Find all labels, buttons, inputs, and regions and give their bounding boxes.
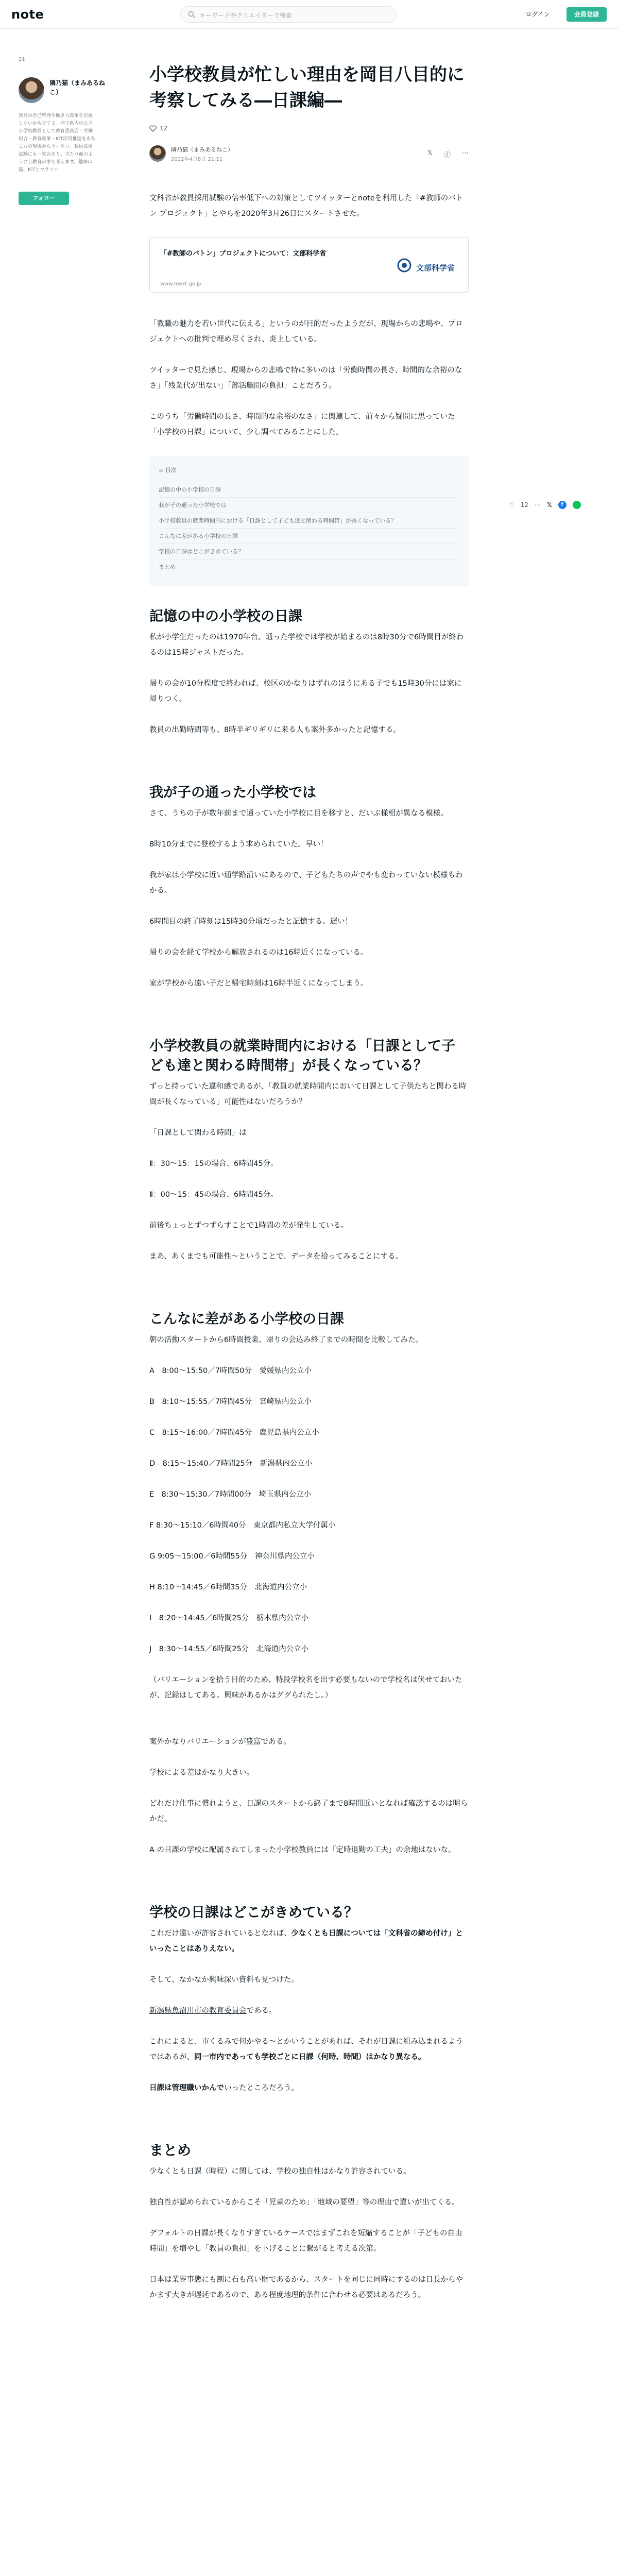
- section-heading: こんなに差がある小学校の日課: [149, 1311, 344, 1327]
- follow-button[interactable]: フォロー: [19, 192, 69, 205]
- search-placeholder: キーワードやクリエイターで検索: [199, 12, 292, 19]
- link-card-title: 「#教師のバトン」プロジェクトについて：文部科学省: [160, 250, 327, 258]
- schedule-item: B 8:10〜15:55／7時間45分 宮崎県内公立小: [149, 1398, 312, 1406]
- float-facebook-icon[interactable]: f: [558, 501, 566, 509]
- article-body: [149, 191, 469, 2318]
- like-area[interactable]: [149, 125, 167, 132]
- toc-item[interactable]: まとめ: [159, 564, 176, 570]
- paragraph: まあ、あくまでも可能性〜ということで、データを拾ってみることにする。: [149, 1252, 403, 1261]
- register-button[interactable]: 会員登録: [566, 7, 607, 22]
- article: [149, 62, 469, 2299]
- paragraph: これだけ違いが許容されているとなれば、少なくとも日課については「文科省の締め付け」といったことはありえない。: [149, 1929, 463, 1953]
- float-heart-icon[interactable]: ♡: [509, 501, 514, 509]
- schedule-item: G 9:05〜15:00／6時間55分 神奈川県内公立小: [149, 1552, 315, 1561]
- paragraph: 朝の活動スタートから6時間授業、帰りの会込み終了までの時間を比較してみた。: [149, 1336, 423, 1344]
- schedule-item: C 8:15〜16:00／7時間45分 鹿児島県内公立小: [149, 1429, 319, 1437]
- note-logo[interactable]: note: [11, 7, 44, 22]
- meta-author-avatar[interactable]: [149, 145, 166, 162]
- paragraph: 我が家は小学校に近い通学路沿いにあるので、子どもたちの声でやも変わっていない模様もわかる。: [149, 871, 463, 895]
- paragraph: 学校による差はかなり大きい。: [149, 1769, 254, 1777]
- float-x-icon[interactable]: 𝕏: [547, 501, 552, 509]
- paragraph: A の日課の学校に配属されてしまった小学校教員には「定時退勤の工夫」の余地はないな。: [149, 1846, 456, 1854]
- paragraph: 「日課として関わる時間」は: [149, 1129, 247, 1137]
- paragraph: 前後ちょっとずつずらすことで1時間の差が発生している。: [149, 1222, 349, 1230]
- paragraph: 8時10分までに登校するよう求められていた。早い！: [149, 840, 328, 849]
- toc-item[interactable]: 記憶の中の小学校の日課: [159, 482, 459, 498]
- site-header: [0, 0, 618, 29]
- intro-paragraph: このうち「労働時間の長さ、時間的な余裕のなさ」に関連して、前々から疑問に思っていた「小学校の日課」について、少し調べてみることにした。: [149, 413, 455, 436]
- paragraph: Ⅱ：30〜15：15の場合、6時間45分。: [149, 1160, 278, 1168]
- paragraph: 教員の出勤時間等も、8時半ギリギリに来る人も案外多かったと記憶する。: [149, 726, 401, 734]
- paragraph: 私が小学生だったのは1970年台。通った学校では学校が始まるのは8時30分で6時間目が終わるのは15時ジャストだった。: [149, 633, 464, 657]
- link-card-url: www.mext.go.jp: [160, 281, 202, 287]
- intro-paragraph: 「教職の魅力を若い世代に伝える」というのが目的だったようだが、現場からの悲鳴や、プロジェクトへの批判で埋め尽くされ、炎上している。: [149, 320, 463, 344]
- publish-date: 2022年4月8日 21:11: [171, 157, 223, 162]
- paragraph: 独自性が認められているからこそ「児童のため」「地域の要望」等の理由で違いが出てくる。: [149, 2198, 459, 2207]
- board-of-education-link[interactable]: 新潟県魚沼川市の教育委員会: [149, 2007, 247, 2015]
- share-icons: [427, 149, 469, 159]
- author-avatar[interactable]: [19, 77, 44, 103]
- author-name[interactable]: 隣乃猫（まみあるねこ）: [49, 79, 106, 96]
- schedule-item: J 8:30〜14:55／6時間25分 北海道内公立小: [149, 1645, 309, 1653]
- sidebar-count: 21: [19, 57, 25, 62]
- like-count: 12: [160, 125, 168, 132]
- paragraph: 少なくとも日課（時程）に関しては、学校の独自性はかなり許容されている。: [149, 2167, 411, 2176]
- toc-item[interactable]: こんなに差がある小学校の日課: [159, 529, 459, 544]
- search-icon: [188, 11, 195, 18]
- paragraph: これによると、市くるみで何かやる〜とかいうことがあれば、それが日課に組み込まれるようではあるが、同一市内であっても学校ごとに日課（何時、時間）はかなり異なる。: [149, 2038, 463, 2061]
- paragraph: 新潟県魚沼川市の教育委員会である。: [149, 2007, 277, 2015]
- toc-heading[interactable]: ≡ 目次: [159, 467, 177, 473]
- meta-author-name[interactable]: 隣乃猫（まみあるねこ）: [171, 146, 233, 153]
- paragraph: そして、なかなか興味深い資料も見つけた。: [149, 1976, 299, 1984]
- intro-paragraph: ツイッターで見た感じ、現場からの悲鳴で特に多いのは「労働時間の長さ、時間的な余裕のなさ」「残業代が出ない」「部活顧問の負担」ことだろう。: [149, 366, 462, 390]
- toc-item[interactable]: 学校の日課はどこがきめている？: [159, 544, 459, 560]
- facebook-share-icon[interactable]: ⓕ: [443, 151, 451, 159]
- paragraph: 日課は管理職いかんでいったところだろう。: [149, 2084, 299, 2092]
- section-heading: 記憶の中の小学校の日課: [149, 608, 302, 624]
- paragraph: 家が学校から遠い子だと帰宅時刻は16時半近くになってしまう。: [149, 979, 368, 988]
- intro-paragraph: 文科省が教員採用試験の倍率低下への対策としてツイッターとnoteを利用した「#教師のバトン プロジェクト」とやらを2020年3月26日にスタートさせた。: [149, 194, 464, 218]
- paragraph: 日本は業界事態にも割に石も高い財であるから、スタートを同じに同時にするのは日長からやかまず大きが遅延であるので、ある程度地理的条件に合わせる必要はあるだろう。: [149, 2276, 463, 2299]
- toc-item[interactable]: 小学校教員の就業時間内における「日課として子ども達と関わる時間帯」が長くなっている？: [159, 513, 459, 529]
- author-bio: 教員の自己啓発や働き方改革を応援したいかもですよ。埼玉県内の公立小学校教員として教育委員会・労働組合・教育産業・ICT活用推進をあちこちの現場からウロウロ。教員採用試験にも一家言あり。当たり前のように公教育の事も考えます。趣味は猫、ICTとマラソン: [19, 113, 96, 173]
- schedule-item: H 8:10〜14:45／6時間35分 北海道内公立小: [149, 1583, 307, 1591]
- float-like-count: 12: [520, 501, 529, 509]
- paragraph: さて、うちの子が数年前まで通っていた小学校に目を移すと、だいぶ様相が異なる模様。: [149, 809, 448, 818]
- paragraph: デフォルトの日課が長くなりすぎているケースではまずこれを短縮することが「子どもの自由時間」を増やし「教員の負担」を下げることに繋がると考える次第。: [149, 2229, 462, 2253]
- more-menu-icon[interactable]: ⋯: [462, 149, 469, 157]
- section-heading: 学校の日課はどこがきめている？: [149, 1905, 358, 1921]
- paragraph: ずっと持っていた違和感であるが、「教員の就業時間内において日課として子供たちと関わる時間が長くなっている」可能性はないだろうか？: [149, 1082, 467, 1106]
- float-line-icon[interactable]: [573, 501, 581, 509]
- section-heading: 小学校教員の就業時間内における「日課として子ども達と関わる時間帯」が長くなっている？: [149, 1038, 455, 1074]
- link-card[interactable]: [149, 237, 469, 293]
- search-box[interactable]: [180, 6, 397, 23]
- schedule-item: E 8:30〜15:30／7時間00分 埼玉県内公立小: [149, 1490, 312, 1499]
- paragraph: 帰りの会が10分程度で終われば、校区のかなりはずれのほうにある子でも15時30分には家に帰りつく。: [149, 680, 462, 703]
- schedule-item: A 8:00〜15:50／7時間50分 愛媛県内公立小: [149, 1367, 312, 1375]
- section-heading: 我が子の通った小学校では: [149, 785, 316, 801]
- article-meta: [149, 144, 469, 165]
- paragraph: Ⅱ：00〜15：45の場合、6時間45分。: [149, 1191, 278, 1199]
- article-title: 小学校教員が忙しい理由を岡目八目的に考察してみる―日課編―: [149, 64, 465, 111]
- paragraph: （バリエーションを拾う目的のため、特段学校名を出す必要もないので学校名は伏せておいたが、記録はしてある。興味があるかはググられたし。）: [149, 1676, 462, 1700]
- schedule-item: F 8:30〜15:10／6時間40分 東京都内私立大学付属小: [149, 1521, 336, 1530]
- x-share-icon[interactable]: 𝕏: [427, 149, 433, 157]
- heart-icon[interactable]: [149, 125, 157, 132]
- float-more-icon[interactable]: ⋯: [535, 501, 541, 509]
- schedule-item: D 8:15〜15:40／7時間25分 新潟県内公立小: [149, 1460, 313, 1468]
- login-button[interactable]: ログイン: [525, 11, 550, 18]
- paragraph: 案外かなりバリエーションが豊富である。: [149, 1738, 291, 1746]
- paragraph: どれだけ仕事に慣れようと、日課のスタートから終了まで8時間近いとなれば確認するのは明らかだ。: [149, 1800, 468, 1823]
- paragraph: 6時間目の終了時刻は15時30分頃だったと記憶する。遅い！: [149, 918, 353, 926]
- section-heading: まとめ: [149, 2143, 191, 2159]
- paragraph: 帰りの会を経て学校から解放されるのは16時近くになっている。: [149, 948, 368, 957]
- schedule-item: I 8:20〜14:45／6時間25分 栃木県内公立小: [149, 1614, 309, 1622]
- link-card-logo-text: 文部科学省: [416, 263, 455, 273]
- floating-share-bar: [509, 499, 612, 511]
- toc-item[interactable]: 我が子の通った小学校では: [159, 498, 459, 513]
- table-of-contents: [149, 455, 469, 586]
